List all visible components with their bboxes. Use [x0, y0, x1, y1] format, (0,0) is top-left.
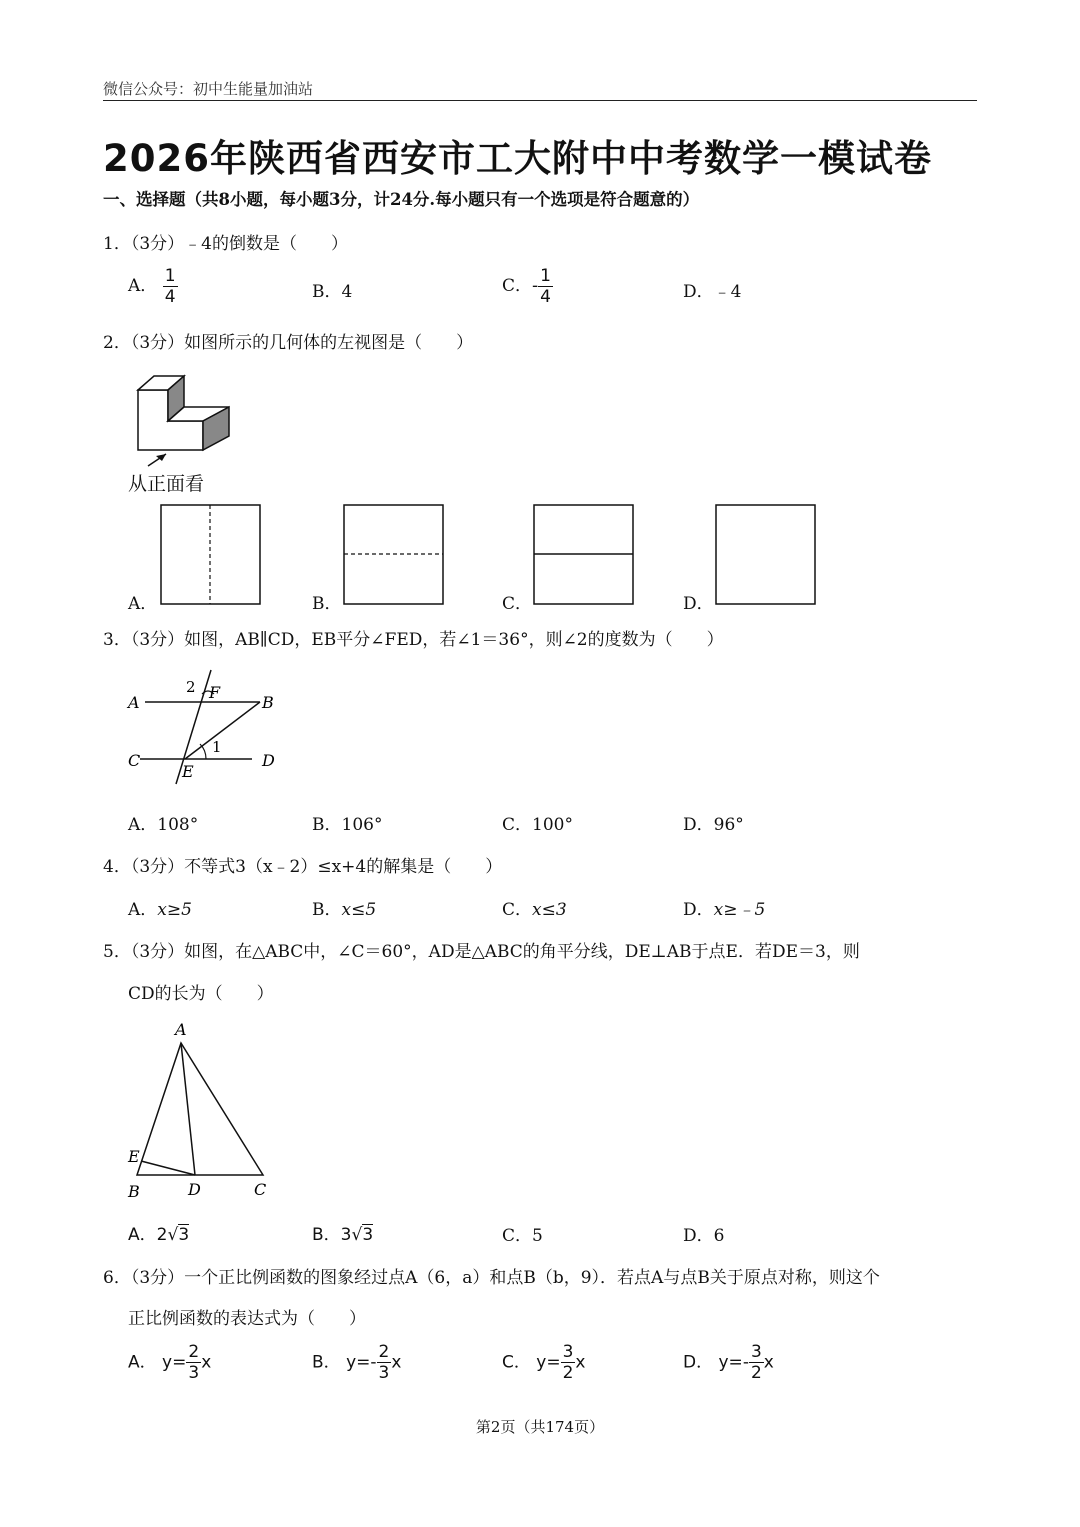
q6-option-c[interactable] [502, 1342, 585, 1383]
page-header: 微信公众号：初中生能量加油站 [103, 80, 314, 98]
numerator: 1 [540, 266, 551, 286]
q2-figure-caption: 从正面看 [128, 473, 205, 495]
minus-sign: - [370, 1352, 377, 1373]
label-a: A [128, 693, 140, 712]
option-text: 100° [532, 815, 573, 835]
option-text: 96° [713, 815, 744, 835]
option-text: ﹣4 [713, 282, 742, 302]
page-title: 2026年陕西省西安市工大附中中考数学一模试卷 [103, 137, 932, 180]
label-d: D [262, 751, 275, 770]
option-label: A． [128, 815, 158, 835]
question-4-stem: 4．（3分）不等式3（x﹣2）≤x+4的解集是（ ） [103, 857, 503, 877]
fraction [561, 1342, 576, 1383]
q3-option-a[interactable] [128, 810, 198, 835]
q2-option-d-label[interactable]: D． [683, 594, 714, 614]
q2-option-a-figure[interactable] [160, 504, 262, 606]
denominator: 2 [750, 1363, 762, 1383]
option-label: B． [312, 815, 342, 835]
numerator: 2 [378, 1342, 390, 1362]
question-5-stem-cont: CD的长为（ ） [128, 984, 274, 1004]
fraction [186, 1342, 201, 1383]
page-footer: 第2页（共174页） [475, 1418, 605, 1436]
radicand: 3 [362, 1225, 374, 1245]
minus-sign: - [532, 276, 539, 296]
label-a: A [175, 1020, 187, 1039]
section-heading: 一、选择题（共8小题，每小题3分，计24分.每小题只有一个选项是符合题意的） [103, 190, 700, 209]
fraction [163, 266, 178, 307]
expr-suffix: x [575, 1352, 586, 1373]
q5-triangle-figure [120, 1015, 280, 1205]
q2-option-a-label[interactable]: A． [128, 594, 158, 614]
expr-prefix: y= [718, 1352, 743, 1373]
option-label: B． [312, 282, 342, 302]
denominator: 2 [562, 1363, 574, 1383]
option-label: A． [128, 1225, 157, 1245]
q6-option-b[interactable] [312, 1342, 401, 1383]
expr-prefix: y= [346, 1352, 371, 1373]
option-text: x≤3 [532, 900, 567, 920]
option-text: x≤5 [341, 900, 377, 920]
q3-option-b[interactable] [312, 810, 382, 835]
angle-2-label: 2 [186, 678, 196, 696]
expr-suffix: x [201, 1352, 212, 1373]
angle-1-label: 1 [212, 738, 222, 756]
option-label: D． [683, 900, 714, 920]
label-e: E [182, 762, 194, 781]
option-label: C． [502, 900, 533, 920]
denominator: 4 [540, 287, 551, 307]
option-label: A． [128, 276, 158, 296]
q3-option-d[interactable] [683, 810, 744, 835]
option-label: C． [502, 815, 533, 835]
option-label: C． [502, 1352, 531, 1373]
question-6-stem: 6．（3分）一个正比例函数的图象经过点A（6，a）和点B（b，9）．若点A与点B关于原点对称，则这个 [103, 1268, 880, 1288]
q4-option-c[interactable] [502, 895, 567, 920]
fraction [749, 1342, 764, 1383]
option-text: 106° [341, 815, 383, 835]
sqrt-icon: √ [167, 1225, 179, 1245]
label-c: C [128, 751, 141, 770]
coefficient: 2 [156, 1225, 168, 1245]
q1-option-a[interactable] [128, 266, 178, 307]
label-b: B [262, 693, 274, 712]
coefficient: 3 [340, 1225, 352, 1245]
expr-suffix: x [763, 1352, 774, 1373]
question-3-stem: 3．（3分）如图，AB∥CD，EB平分∠FED，若∠1＝36°，则∠2的度数为（ ） [103, 630, 724, 650]
option-label: A． [128, 1352, 157, 1373]
q1-option-d[interactable] [683, 277, 741, 302]
q5-option-d[interactable] [683, 1221, 724, 1246]
q1-option-c[interactable] [502, 266, 553, 307]
label-c: C [254, 1180, 267, 1199]
option-label: C． [502, 276, 533, 296]
denominator: 4 [164, 287, 176, 307]
option-label: D． [683, 815, 714, 835]
q3-option-c[interactable] [502, 810, 573, 835]
q2-option-c-figure[interactable] [533, 504, 635, 606]
option-label: A． [128, 900, 158, 920]
numerator: 1 [164, 266, 176, 286]
q2-solid-figure [120, 362, 240, 472]
denominator: 3 [378, 1363, 390, 1383]
numerator: 3 [562, 1342, 574, 1362]
q1-option-b[interactable] [312, 277, 352, 302]
numerator: 2 [188, 1342, 200, 1362]
minus-sign: - [742, 1352, 749, 1373]
q5-option-b[interactable] [312, 1220, 373, 1245]
option-text: x≥5 [157, 900, 192, 920]
expr-suffix: x [391, 1352, 402, 1373]
q6-option-a[interactable] [128, 1342, 211, 1383]
option-text: 5 [532, 1226, 543, 1246]
q3-parallel-lines-figure [120, 660, 290, 790]
q5-option-c[interactable] [502, 1221, 543, 1246]
option-text: x≥﹣5 [713, 900, 766, 920]
q5-option-a[interactable] [128, 1220, 189, 1245]
fraction [538, 266, 553, 307]
option-text: 4 [341, 282, 353, 302]
question-6-stem-cont: 正比例函数的表达式为（ ） [128, 1309, 366, 1329]
q4-option-d[interactable] [683, 895, 765, 920]
option-text: 108° [157, 815, 199, 835]
option-text: 6 [713, 1226, 725, 1246]
option-label: D． [683, 282, 714, 302]
q6-option-d[interactable] [683, 1342, 774, 1383]
question-2-stem: 2．（3分）如图所示的几何体的左视图是（ ） [103, 333, 474, 353]
radicand: 3 [178, 1225, 190, 1245]
option-label: C． [502, 1226, 533, 1246]
option-label: B． [312, 1352, 341, 1373]
label-d: D [188, 1180, 201, 1199]
q4-option-b[interactable] [312, 895, 376, 920]
label-f: F [209, 683, 221, 702]
option-label: D． [683, 1352, 714, 1373]
q4-option-a[interactable] [128, 895, 192, 920]
option-label: B． [312, 900, 342, 920]
label-b: B [128, 1182, 140, 1201]
expr-prefix: y= [162, 1352, 187, 1373]
header-divider [103, 100, 977, 101]
q2-option-d-figure[interactable] [715, 504, 817, 606]
option-label: B． [312, 1225, 341, 1245]
denominator: 3 [188, 1363, 200, 1383]
fraction [377, 1342, 392, 1383]
label-e: E [128, 1147, 140, 1166]
expr-prefix: y= [536, 1352, 561, 1373]
option-label: D． [683, 1226, 714, 1246]
q2-option-c-label[interactable]: C． [502, 594, 533, 614]
sqrt-icon: √ [351, 1225, 363, 1245]
q2-option-b-figure[interactable] [343, 504, 445, 606]
question-5-stem: 5．（3分）如图，在△ABC中，∠C＝60°，AD是△ABC的角平分线，DE⊥AB于点E．若DE＝3，则 [103, 942, 860, 962]
question-1-stem: 1．（3分）﹣4的倒数是（ ） [103, 234, 348, 254]
q2-option-b-label[interactable]: B． [312, 594, 342, 614]
numerator: 3 [750, 1342, 762, 1362]
